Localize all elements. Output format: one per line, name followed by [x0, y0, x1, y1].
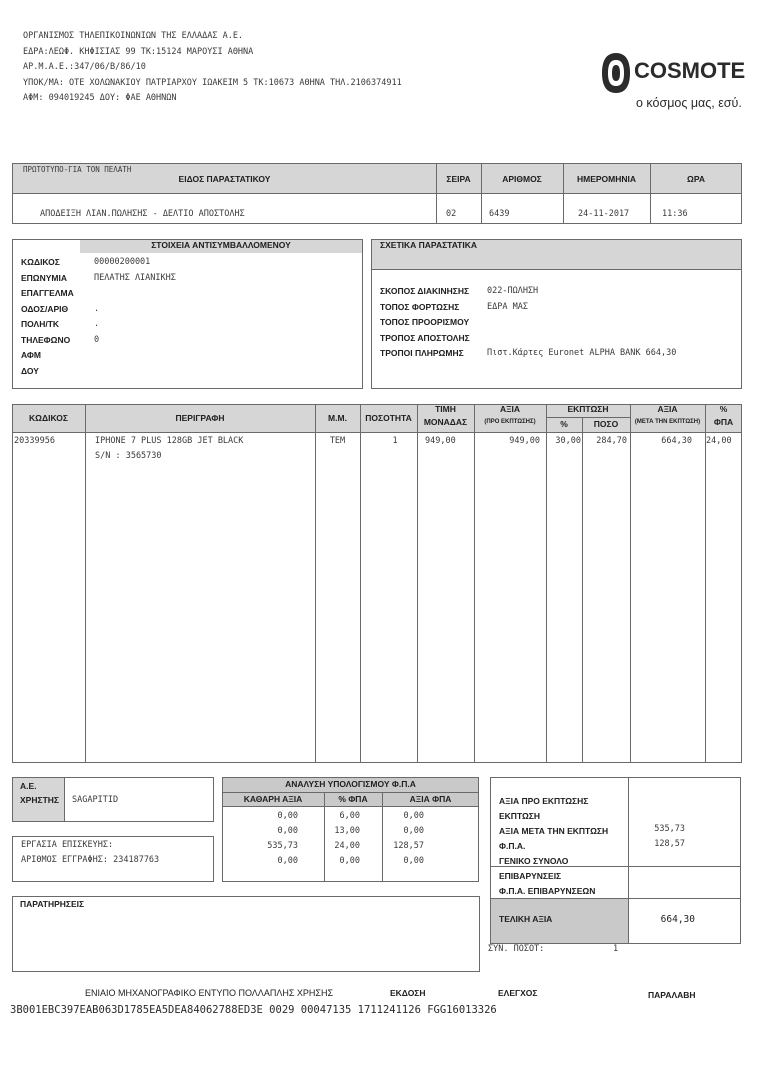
vat-row-amount: 128,57: [393, 841, 424, 851]
item-unit: TEM: [329, 436, 346, 446]
payment-label: ΤΡΟΠΟΙ ΠΛΗΡΩΜΗΣ: [380, 348, 464, 358]
vat-row-pct: 24,00: [334, 841, 360, 851]
time-header: ΩΡΑ: [687, 174, 705, 184]
street-value: .: [94, 303, 100, 314]
totals-labels: [499, 794, 608, 899]
loading-label: ΤΟΠΟΣ ΦΟΡΤΩΣΗΣ: [380, 301, 460, 312]
related-docs-title: ΣΧΕΤΙΚΑ ΠΑΡΑΣΤΑΤΙΚΑ: [380, 240, 478, 250]
destination-value: [487, 315, 676, 331]
vat-row-amount: 0,00: [403, 826, 424, 836]
occupation-value: [94, 286, 176, 302]
vat-row: [222, 854, 479, 869]
item-description: IPHONE 7 PLUS 128GB JET BLACK: [95, 436, 244, 446]
code-value: 00000200001: [94, 257, 151, 267]
col-value-line1: ΑΞΙΑ: [499, 404, 521, 414]
payment-value: Πιστ.Κάρτες Euronet ALPHA BANK 664,30: [487, 348, 677, 358]
service-line-2: ΑΡΙΘΜΟΣ ΕΓΓΡΑΦΗΣ: 234187763: [21, 855, 160, 865]
loading-value: ΕΔΡΑ ΜΑΣ: [487, 301, 528, 312]
original-copy-note: ΠΡΩΤΟΤΥΠΟ-ΓΙΑ ΤΟΝ ΠΕΛΑΤΗ: [23, 165, 132, 174]
destination-label: ΤΟΠΟΣ ΠΡΟΟΡΙΣΜΟΥ: [380, 317, 470, 327]
vat-row-net: 0,00: [277, 811, 298, 821]
afm-value: [94, 348, 176, 364]
col-unit-price-line2: ΜΟΝΑΔΑΣ: [423, 416, 468, 427]
remarks-title: ΠΑΡΑΤΗΡΗΣΕΙΣ: [20, 899, 85, 909]
phone-value: 0: [94, 334, 100, 345]
company-info: [23, 29, 402, 107]
col-unit-price-line1: ΤΙΜΗ: [435, 404, 456, 414]
doc-type-header: ΕΙΔΟΣ ΠΑΡΑΣΤΑΤΙΚΟΥ: [178, 174, 271, 184]
total-qty-label: ΣΥΝ. ΠΟΣΟΤ:: [488, 944, 545, 954]
item-value: 949,00: [509, 436, 540, 446]
series-header: ΣΕΙΡΑ: [446, 174, 471, 184]
after-discount-label: ΑΞΙΑ ΜΕΤΑ ΤΗΝ ΕΚΠΤΩΣΗ: [499, 826, 609, 836]
col-value-line2: (ΠΡΟ ΕΚΠΤΩΣΗΣ): [484, 418, 536, 425]
vat-row: [222, 809, 479, 824]
vat-row-pct: 13,00: [334, 826, 360, 836]
purpose-label: ΣΚΟΠΟΣ ΔΙΑΚΙΝΗΣΗΣ: [380, 286, 470, 296]
doy-value: [94, 364, 176, 380]
vat-col-amount: ΑΞΙΑ ΦΠΑ: [409, 794, 452, 804]
form-type-text: ΕΝΙΑΙΟ ΜΗΧΑΝΟΓΡΑΦΙΚΟ ΕΝΤΥΠΟ ΠΟΛΛΑΠΛΗΣ ΧΡΗΣΗΣ: [85, 988, 334, 998]
vat-analysis-title: ΑΝΑΛΥΣΗ ΥΠΟΛΟΓΙΣΜΟΥ Φ.Π.Α: [285, 779, 416, 789]
issue-label: ΕΚΔΟΣΗ: [390, 988, 426, 998]
vat-row: [222, 824, 479, 839]
item-quantity: 1: [392, 436, 398, 446]
final-value-label: ΤΕΛΙΚΗ ΑΞΙΑ: [499, 914, 553, 924]
name-label: ΕΠΩΝΥΜΙΑ: [21, 272, 68, 283]
item-discount-pct: 30,00: [555, 436, 581, 446]
date-value: 24-11-2017: [578, 209, 630, 219]
vat-col-pct: % ΦΠΑ: [338, 794, 368, 804]
vat-row-amount: 0,00: [403, 811, 424, 821]
col-vat-line1: %: [719, 404, 728, 414]
col-quantity: ΠΟΣΟΤΗΤΑ: [365, 413, 412, 423]
cosmote-tagline: ο κόσμος μας, εσύ.: [636, 96, 742, 110]
total-qty-value: 1: [613, 944, 619, 954]
vat-row-net: 0,00: [277, 856, 298, 866]
city-value: .: [94, 319, 100, 329]
date-header: ΗΜΕΡΟΜΗΝΙΑ: [576, 174, 637, 184]
company-branch: ΥΠΟΚ/ΜΑ: ΟΤΕ ΧΟΛΩΝΑΚΙΟΥ ΠΑΤΡΙΑΡΧΟΥ ΙΩΑΚΕΙΜ 5 ΤΚ:10673 ΑΘΗΝΑ ΤΗΛ.2106374911: [23, 77, 402, 88]
item-vat: 24,00: [706, 436, 732, 446]
counterparty-title: ΣΤΟΙΧΕΙΑ ΑΝΤΙΣΥΜΒΑΛΛΟΜΕΝΟΥ: [151, 240, 291, 250]
col-code: ΚΩΔΙΚΟΣ: [29, 413, 68, 423]
code-label: ΚΩΔΙΚΟΣ: [21, 257, 60, 267]
number-value: 6439: [489, 209, 510, 219]
cosmote-logo: [598, 52, 748, 114]
time-value: 11:36: [662, 209, 688, 219]
col-unit-price: [417, 405, 474, 428]
company-name: ΟΡΓΑΝΙΣΜΟΣ ΤΗΛΕΠΙΚΟΙΝΩΝΙΩΝ ΤΗΣ ΕΛΛΑΔΑΣ Α.Ε.: [23, 31, 244, 41]
grand-total-label: ΓΕΝΙΚΟ ΣΥΝΟΛΟ: [499, 856, 569, 866]
receipt-label: ΠΑΡΑΛΑΒΗ: [648, 990, 696, 1000]
ae-label: Α.Ε.: [20, 781, 37, 791]
shipping-label: ΤΡΟΠΟΣ ΑΠΟΣΤΟΛΗΣ: [380, 332, 470, 343]
col-vat-line2: ΦΠΑ: [713, 416, 734, 427]
city-label: ΠΟΛΗ/ΤΚ: [21, 319, 60, 329]
item-net-value: 664,30: [661, 436, 692, 446]
final-value: 664,30: [660, 914, 695, 925]
cosmote-logo-icon: [600, 52, 632, 94]
phone-label: ΤΗΛΕΦΩΝΟ: [21, 334, 71, 345]
doy-label: ΔΟΥ: [21, 365, 39, 376]
control-label: ΕΛΕΓΧΟΣ: [498, 988, 538, 998]
counterparty-values: [94, 255, 176, 379]
before-discount-label: ΑΞΙΑ ΠΡΟ ΕΚΠΤΩΣΗΣ: [499, 796, 589, 806]
user-label: ΧΡΗΣΤΗΣ: [20, 795, 60, 805]
charges-vat-label: Φ.Π.Α. ΕΠΙΒΑΡΥΝΣΕΩΝ: [499, 886, 596, 896]
vat-row-net: 0,00: [277, 826, 298, 836]
col-net-value: [630, 405, 705, 426]
col-discount-pct: %: [560, 419, 568, 429]
col-net-line1: ΑΞΙΑ: [657, 404, 678, 414]
after-discount-value: 535,73: [654, 824, 685, 834]
name-value: ΠΕΛΑΤΗΣ ΛΙΑΝΙΚΗΣ: [94, 272, 176, 283]
shipping-value: [487, 331, 676, 347]
vat-row-pct: 0,00: [339, 856, 360, 866]
vat-row-pct: 6,00: [339, 811, 360, 821]
purpose-value: 022-ΠΩΛΗΣΗ: [487, 286, 539, 296]
vat-col-net: ΚΑΘΑΡΗ ΑΞΙΑ: [243, 794, 303, 804]
col-vat: [705, 405, 742, 428]
vat-total-value: 128,57: [654, 839, 685, 849]
cosmote-brand-text: COSMOTE: [634, 58, 746, 83]
item-code: 20339956: [14, 436, 55, 446]
signature-code: 3B001EBC397EAB063D1785EA5DEA84062788ED3E 0029 00047135 1711241126 FGG16013326: [10, 1004, 497, 1016]
item-unit-price: 949,00: [425, 436, 456, 446]
col-net-line2: (ΜΕΤΑ ΤΗΝ ΕΚΠΤΩΣΗ): [634, 418, 701, 425]
vat-total-label: Φ.Π.Α.: [499, 841, 526, 851]
related-values: [487, 284, 676, 362]
vat-row-amount: 0,00: [403, 856, 424, 866]
col-unit: Μ.Μ.: [328, 413, 347, 423]
item-discount-amount: 284,70: [596, 436, 627, 446]
related-labels: [380, 284, 470, 362]
col-discount-amount: ΠΟΣΟ: [593, 419, 619, 429]
afm-label: ΑΦΜ: [21, 350, 41, 360]
vat-row-net: 535,73: [267, 841, 298, 851]
occupation-label: ΕΠΑΓΓΕΛΜΑ: [21, 288, 74, 298]
company-tax-id: ΑΦΜ: 094019245 ΔΟΥ: ΦΑΕ ΑΘΗΝΩΝ: [23, 93, 177, 103]
col-value-before-discount: [474, 405, 546, 426]
charges-label: ΕΠΙΒΑΡΥΝΣΕΙΣ: [499, 871, 562, 881]
service-line-1: ΕΡΓΑΣΙΑ ΕΠΙΣΚΕΥΗΣ:: [21, 840, 114, 850]
vat-row: [222, 839, 479, 854]
vat-rows: [222, 809, 479, 869]
col-description: ΠΕΡΙΓΡΑΦΗ: [175, 413, 225, 423]
item-serial: S/N : 3565730: [95, 451, 162, 461]
doc-type-value: ΑΠΟΔΕΙΞΗ ΛΙΑΝ.ΠΩΛΗΣΗΣ - ΔΕΛΤΙΟ ΑΠΟΣΤΟΛΗΣ: [40, 209, 245, 219]
col-discount: ΕΚΠΤΩΣΗ: [567, 404, 609, 414]
street-label: ΟΔΟΣ/ΑΡΙΘ: [21, 303, 69, 314]
counterparty-labels: [21, 255, 74, 379]
number-header: ΑΡΙΘΜΟΣ: [502, 174, 542, 184]
company-registry: ΑΡ.Μ.Α.Ε.:347/06/Β/86/10: [23, 62, 146, 72]
discount-label: ΕΚΠΤΩΣΗ: [499, 811, 541, 821]
series-value: 02: [446, 209, 457, 219]
user-value: SAGAPITID: [72, 795, 119, 805]
company-address: ΕΔΡΑ:ΛΕΩΦ. ΚΗΦΙΣΙΑΣ 99 ΤΚ:15124 ΜΑΡΟΥΣΙ ΑΘΗΝΑ: [23, 46, 254, 57]
